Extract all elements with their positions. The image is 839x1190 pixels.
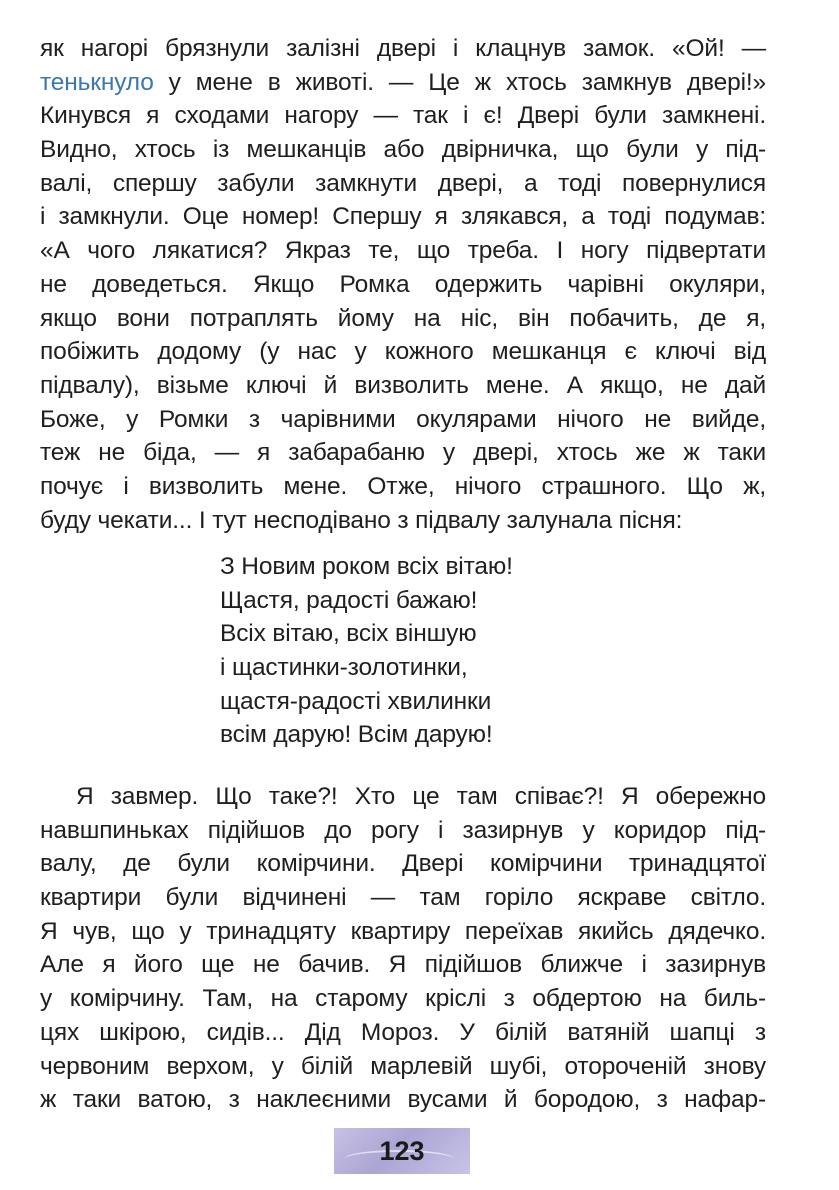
text-line: буду чекати... І тут несподівано з підвалу залунала пісня:: [40, 506, 683, 534]
poem-line: і щастинки-золотинки,: [220, 654, 468, 682]
text-line: Кинувся я сходами нагору — так і є! Двері були замкнені.: [40, 102, 766, 130]
paragraph-2: [40, 780, 766, 1117]
poem-line: Щастя, радості бажаю!: [220, 586, 478, 614]
glossary-link[interactable]: тенькнуло: [40, 68, 154, 96]
poem: [220, 550, 513, 752]
poem-line: З Новим роком всіх вітаю!: [220, 553, 513, 580]
text-line: Я завмер. Що таке?! Хто це там співає?! Я обережно: [76, 783, 766, 810]
poem-line: щастя-радості хвилинки: [220, 687, 492, 715]
paragraph-1: [40, 32, 766, 537]
text-line: навшпиньках підійшов до рогу і зазирнув у коридор під-: [40, 816, 766, 844]
text-line: валу, де були комірчини. Двері комірчини тринадцятої: [40, 850, 766, 878]
text-line: не доведеться. Якщо Ромка одержить чарівні окуляри,: [40, 270, 766, 298]
text-line: якщо вони потраплять йому на ніс, він побачить, де я,: [40, 304, 766, 332]
text-line: як нагорі брязнули залізні двері і клацнув замок. «Ой! —: [40, 35, 766, 62]
text-line: теж не біда, — я забарабаню у двері, хтось же ж таки: [40, 439, 766, 467]
text-line: і замкнули. Оце номер! Спершу я злякався, а тоді подумав:: [40, 203, 766, 231]
text-line: цях шкірою, сидів... Дід Мороз. У білій ватяній шапці з: [40, 1018, 766, 1046]
page-number-badge: [334, 1128, 470, 1174]
poem-line: всім дарую! Всім дарую!: [220, 721, 493, 749]
text-line: валі, спершу забули замкнути двері, а тоді повернулися: [40, 169, 766, 197]
text-line: [40, 66, 766, 100]
text-line: Але я його ще не бачив. Я підійшов ближче і зазирнув: [40, 951, 766, 979]
text-line: Я чув, що у тринадцяту квартиру переїхав якийсь дядечко.: [40, 917, 766, 945]
page-number: 123: [379, 1136, 425, 1166]
text-fragment: у мене в животі. — Це ж хтось замкнув двері!»: [153, 68, 766, 96]
text-line: квартири були відчинені — там горіло яскраве світло.: [40, 884, 766, 912]
text-line: підвалу), візьме ключі й визволить мене. А якщо, не дай: [40, 371, 766, 399]
text-line: побіжить додому (у нас у кожного мешканця є ключі від: [40, 338, 766, 366]
text-line: у комірчину. Там, на старому кріслі з обдертою на биль-: [40, 985, 766, 1013]
text-line: Видно, хтось із мешканців або двірничка, що були у під-: [40, 136, 766, 164]
text-line: «А чого лякатися? Якраз те, що треба. І ногу підвертати: [40, 237, 766, 265]
poem-line: Всіх вітаю, всіх віншую: [220, 620, 477, 648]
text-line: ж таки ватою, з наклеєними вусами й бородою, з нафар-: [40, 1086, 766, 1114]
text-line: почує і визволить мене. Отже, нічого страшного. Що ж,: [40, 472, 766, 500]
text-line: червоним верхом, у білій марлевій шубі, отороченій знову: [40, 1052, 766, 1080]
text-line: Боже, у Ромки з чарівними окулярами нічого не вийде,: [40, 405, 766, 433]
